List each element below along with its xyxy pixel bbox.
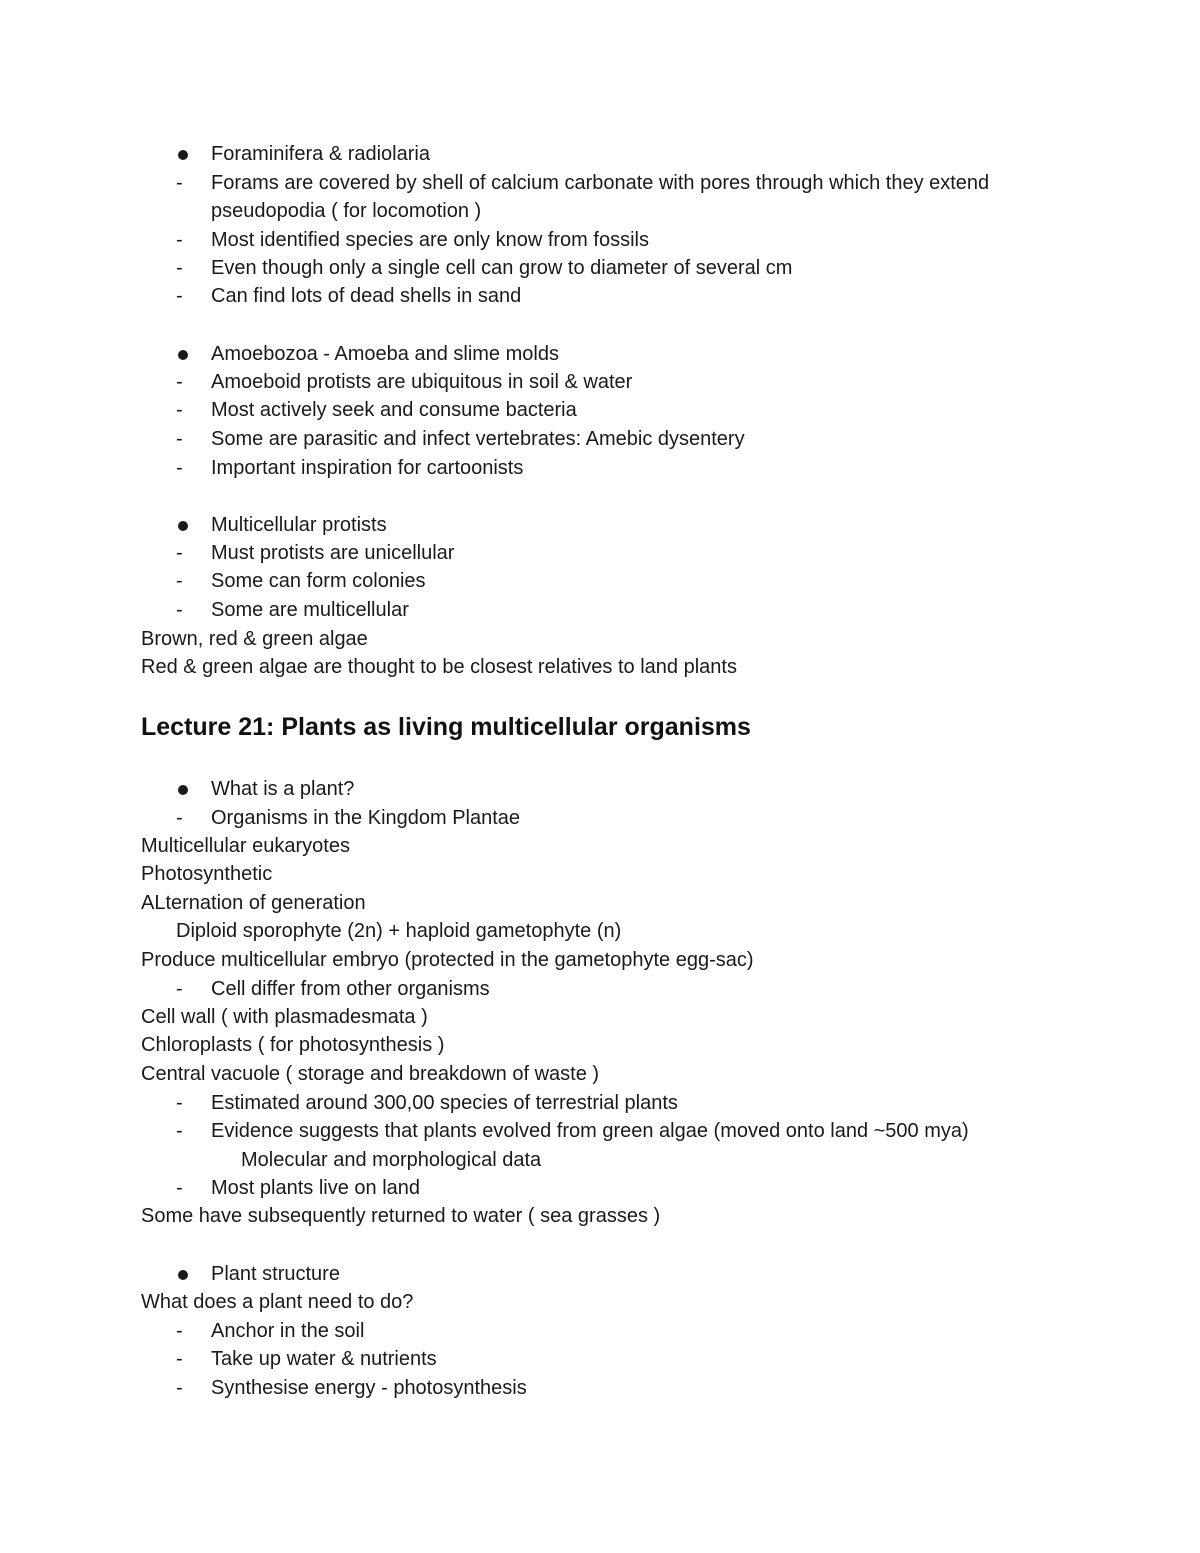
- list-item: Can find lots of dead shells in sand: [211, 285, 522, 307]
- plain-line: ALternation of generation: [141, 892, 366, 914]
- list-item: Some are multicellular: [211, 599, 409, 621]
- dash-icon: -: [176, 172, 183, 194]
- list-item: Some are parasitic and infect vertebrates: Amebic dysentery: [211, 428, 745, 450]
- section-title-plant-structure: Plant structure: [211, 1263, 340, 1285]
- plain-line: Brown, red & green algae: [141, 628, 368, 650]
- section-title-multicellular-protists: Multicellular protists: [211, 514, 387, 536]
- list-item: Organisms in the Kingdom Plantae: [211, 807, 521, 829]
- indented-line: Diploid sporophyte (2n) + haploid gametophyte (n): [176, 920, 622, 942]
- list-item: Amoeboid protists are ubiquitous in soil & water: [211, 371, 633, 393]
- list-item: Take up water & nutrients: [211, 1348, 437, 1370]
- dash-icon: -: [176, 1377, 183, 1399]
- list-item: Must protists are unicellular: [211, 542, 455, 564]
- dash-icon: -: [176, 570, 183, 592]
- bullet-icon: [178, 521, 188, 531]
- plain-line: Multicellular eukaryotes: [141, 835, 350, 857]
- section-title-what-is-a-plant: What is a plant?: [211, 778, 355, 800]
- list-item: Synthesise energy - photosynthesis: [211, 1377, 527, 1399]
- dash-icon: -: [176, 1092, 183, 1114]
- dash-icon: -: [176, 599, 183, 621]
- list-item: Most identified species are only know from fossils: [211, 229, 649, 251]
- list-item: Some can form colonies: [211, 570, 426, 592]
- list-item: Anchor in the soil: [211, 1320, 365, 1342]
- bullet-icon: [178, 350, 188, 360]
- section-title-foraminifera: Foraminifera & radiolaria: [211, 143, 430, 165]
- bullet-icon: [178, 150, 188, 160]
- list-item: Cell differ from other organisms: [211, 978, 490, 1000]
- plain-line: Chloroplasts ( for photosynthesis ): [141, 1034, 445, 1056]
- list-item: Important inspiration for cartoonists: [211, 457, 524, 479]
- dash-icon: -: [176, 428, 183, 450]
- dash-icon: -: [176, 257, 183, 279]
- dash-icon: -: [176, 978, 183, 1000]
- bullet-icon: [178, 785, 188, 795]
- list-item: Evidence suggests that plants evolved from green algae (moved onto land ~500 mya): [211, 1120, 969, 1142]
- indented-line: Molecular and morphological data: [241, 1149, 542, 1171]
- dash-icon: -: [176, 1177, 183, 1199]
- plain-line: What does a plant need to do?: [141, 1291, 414, 1313]
- list-item-continuation: pseudopodia ( for locomotion ): [211, 200, 482, 222]
- list-item: Most actively seek and consume bacteria: [211, 399, 577, 421]
- section-title-amoebozoa: Amoebozoa - Amoeba and slime molds: [211, 343, 559, 365]
- plain-line: Produce multicellular embryo (protected in the gametophyte egg-sac): [141, 949, 754, 971]
- dash-icon: -: [176, 371, 183, 393]
- lecture-heading: Lecture 21: Plants as living multicellular organisms: [141, 713, 751, 741]
- plain-line: Red & green algae are thought to be closest relatives to land plants: [141, 656, 737, 678]
- dash-icon: -: [176, 285, 183, 307]
- plain-line: Cell wall ( with plasmadesmata ): [141, 1006, 428, 1028]
- dash-icon: -: [176, 807, 183, 829]
- list-item: Estimated around 300,00 species of terrestrial plants: [211, 1092, 678, 1114]
- list-item: Most plants live on land: [211, 1177, 421, 1199]
- dash-icon: -: [176, 1120, 183, 1142]
- dash-icon: -: [176, 229, 183, 251]
- bullet-icon: [178, 1270, 188, 1280]
- list-item: Even though only a single cell can grow to diameter of several cm: [211, 257, 793, 279]
- dash-icon: -: [176, 457, 183, 479]
- dash-icon: -: [176, 399, 183, 421]
- dash-icon: -: [176, 1348, 183, 1370]
- plain-line: Photosynthetic: [141, 863, 273, 885]
- dash-icon: -: [176, 542, 183, 564]
- plain-line: Central vacuole ( storage and breakdown of waste ): [141, 1063, 600, 1085]
- list-item: Forams are covered by shell of calcium carbonate with pores through which they extend: [211, 172, 990, 194]
- dash-icon: -: [176, 1320, 183, 1342]
- plain-line: Some have subsequently returned to water ( sea grasses ): [141, 1205, 661, 1227]
